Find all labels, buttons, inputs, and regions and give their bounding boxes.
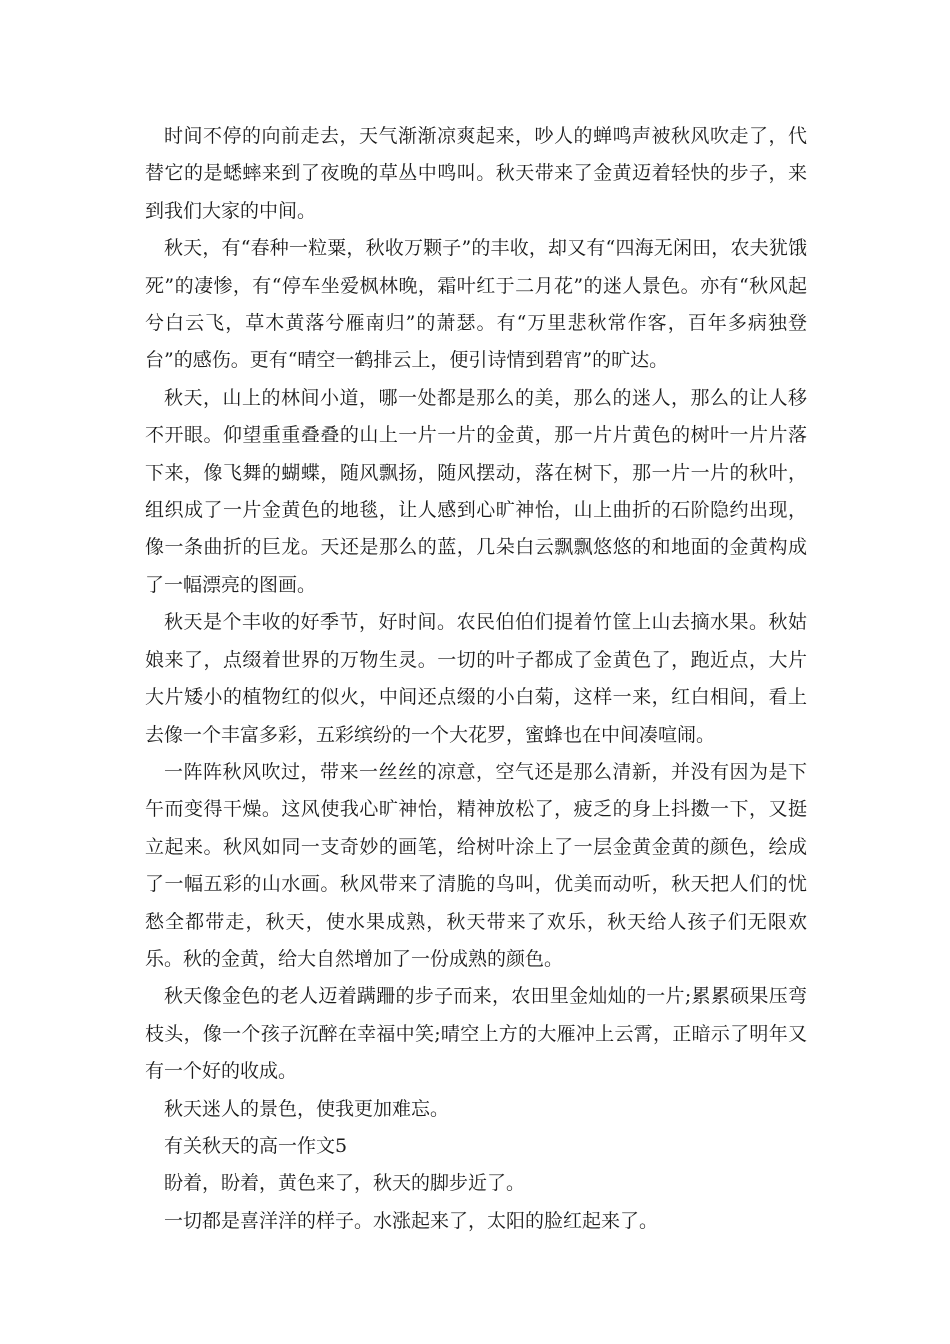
- paragraph-2: 秋天，有“春种一粒粟，秋收万颗子”的丰收，却又有“四海无闲田，农夫犹饿死”的凄惨，有“停车坐爱枫林晚，霜叶红于二月花”的迷人景色。亦有“秋风起兮白云飞，草木黄落兮雁南归”的萧瑟。有“万里悲秋常作客，百年多病独登台”的感伤。更有“晴空一鹤排云上，便引诗情到碧宵”的旷达。: [145, 237, 807, 372]
- paragraph-3: 秋天，山上的林间小道，哪一处都是那么的美，那么的迷人，那么的让人移不开眼。仰望重重叠叠的山上一片一片的金黄，那一片片黄色的树叶一片片落下来，像飞舞的蝴蝶，随风飘扬，随风摆动，落在树下，那一片一片的秋叶，组织成了一片金黄色的地毯，让人感到心旷神怡，山上曲折的石阶隐约出现，像一条曲折的巨龙。天还是那么的蓝，几朵白云飘飘悠悠的和地面的金黄构成了一幅漂亮的图画。: [145, 386, 807, 596]
- paragraph-6: 秋天像金色的老人迈着蹒跚的步子而来，农田里金灿灿的一片;累累硕果压弯枝头，像一个孩子沉醉在幸福中笑;晴空上方的大雁冲上云霄，正暗示了明年又有一个好的收成。: [145, 985, 807, 1083]
- paragraph-8: 盼着，盼着，黄色来了，秋天的脚步近了。: [164, 1172, 526, 1195]
- paragraph-1: 时间不停的向前走去，天气渐渐凉爽起来，吵人的蝉鸣声被秋风吹走了，代替它的是蟋蟀来到了夜晚的草丛中鸣叫。秋天带来了金黄迈着轻快的步子，来到我们大家的中间。: [145, 125, 807, 222]
- document-body: [145, 118, 807, 1240]
- paragraph-7: 秋天迷人的景色，使我更加难忘。: [164, 1097, 450, 1120]
- paragraph-9: 一切都是喜洋洋的样子。水涨起来了，太阳的脸红起来了。: [164, 1209, 659, 1232]
- essay-heading: 有关秋天的高一作文5: [164, 1134, 348, 1157]
- paragraph-5: 一阵阵秋风吹过，带来一丝丝的凉意，空气还是那么清新，并没有因为是下午而变得干燥。这风使我心旷神怡，精神放松了，疲乏的身上抖擞一下，又挺立起来。秋风如同一支奇妙的画笔，给树叶涂上了一层金黄金黄的颜色，绘成了一幅五彩的山水画。秋风带来了清脆的鸟叫，优美而动听，秋天把人们的忧愁全都带走，秋天，使水果成熟，秋天带来了欢乐，秋天给人孩子们无限欢乐。秋的金黄，给大自然增加了一份成熟的颜色。: [145, 760, 807, 970]
- paragraph-4: 秋天是个丰收的好季节，好时间。农民伯伯们提着竹筐上山去摘水果。秋姑娘来了，点缀着世界的万物生灵。一切的叶子都成了金黄色了，跑近点，大片大片矮小的植物红的似火，中间还点缀的小白菊，这样一来，红白相间，看上去像一个丰富多彩，五彩缤纷的一个大花罗，蜜蜂也在中间凑喧闹。: [145, 611, 807, 746]
